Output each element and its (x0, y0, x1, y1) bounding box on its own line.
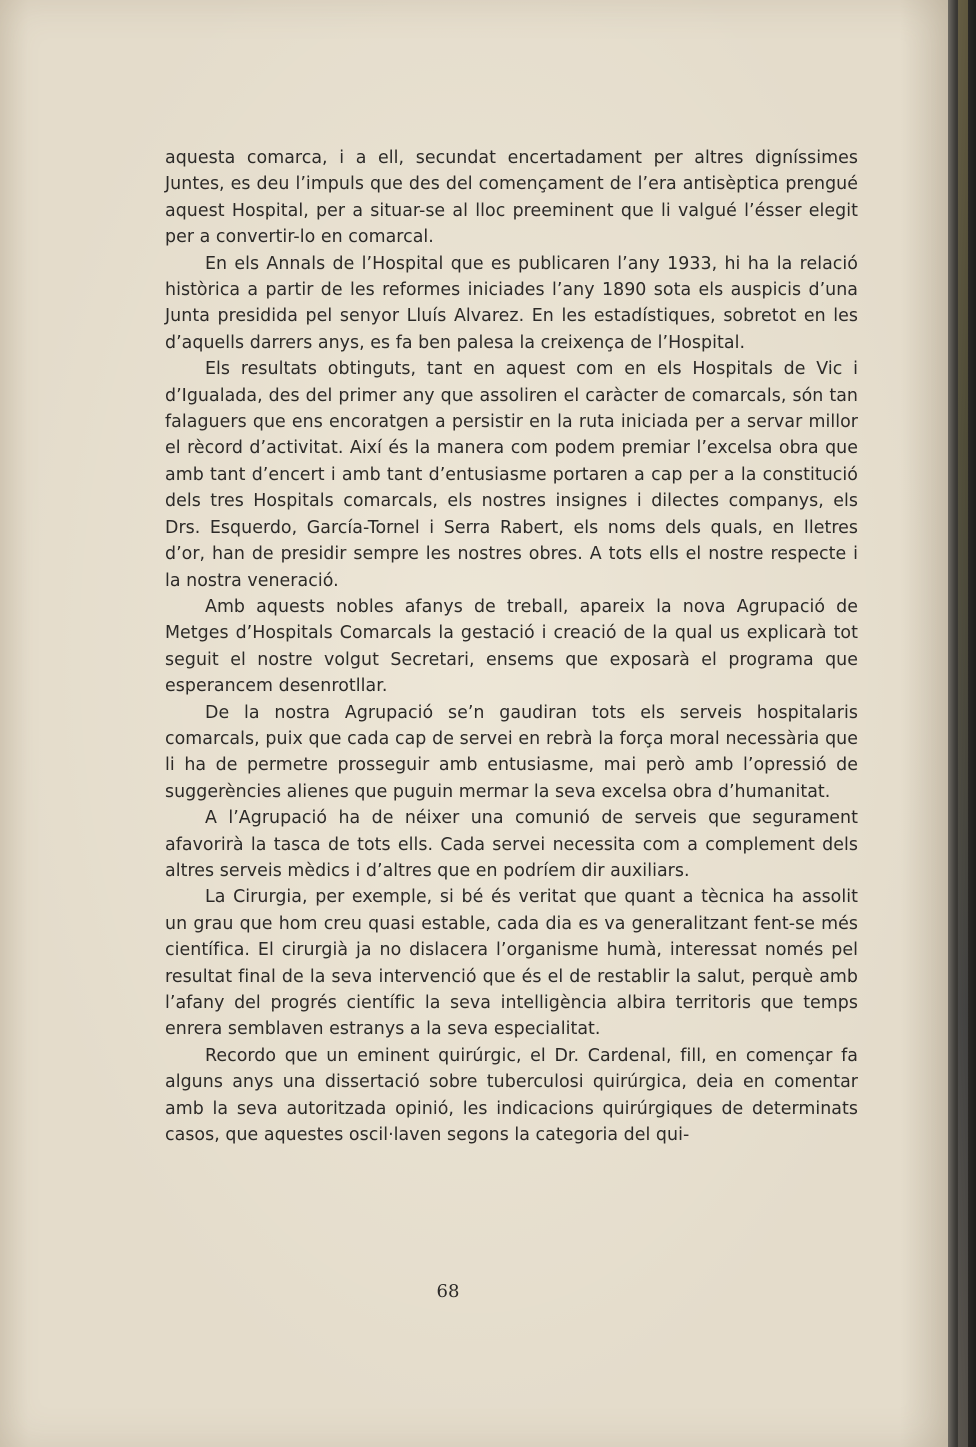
paragraph-8: Recordo que un eminent quirúrgic, el Dr. Cardenal, fill, en començar fa alguns anys una dissertació sobre tuberculosi quirúrgica, deia en comentar amb la seva autoritzada opinió, les indicacions quirúrgiques de determinats casos, que aquestes oscil·laven segons la categoria del qui- (165, 1045, 858, 1146)
paragraph-7: La Cirurgia, per exemple, si bé és veritat que quant a tècnica ha assolit un grau que hom creu quasi estable, cada dia es va generalitzant fent-se més científica. El cirurgià ja no dislacera l’organisme humà, interessat només pel resultat final de la seva intervenció que és el de restablir la salut, perquè amb l’afany del progrés científic la seva intelligència albira territoris que temps enrera semblaven estranys a la seva especialitat. (165, 887, 858, 1040)
paragraph-1: aquesta comarca, i a ell, secundat encertadament per altres digníssimes Juntes, es deu l’impuls que des del començament de l’era antisèptica prengué aquest Hospital, per a situar-se al lloc preeminent que li valgué l’ésser elegit per a convertir-lo en comarcal. (165, 148, 858, 248)
paragraph-5: De la nostra Agrupació se’n gaudiran tots els serveis hospitalaris comarcals, puix que cada cap de servei en rebrà la força moral necessària que li ha de permetre prosseguir amb entusiasme, mai però amb l’opressió de suggerències alienes que puguin mermar la seva excelsa obra d’humanitat. (165, 702, 858, 802)
page-number: 68 (436, 1281, 460, 1302)
paragraph-2: En els Annals de l’Hospital que es publicaren l’any 1933, hi ha la relació històrica a partir de les reformes iniciades l’any 1890 sota els auspicis d’una Junta presidida pel senyor Lluís Alvarez. En les estadístiques, sobretot en les d’aquells darrers anys, es fa ben palesa la creixença de l’Hospital. (165, 253, 858, 353)
binding-strip (958, 0, 968, 1447)
paragraph-6: A l’Agrupació ha de néixer una comunió de serveis que segurament afavorirà la tasca de tots ells. Cada servei necessita com a complement dels altres serveis mèdics i d’altres que en podríem dir auxiliars. (165, 808, 858, 881)
body-text (165, 145, 858, 1148)
paragraph-3: Els resultats obtinguts, tant en aquest com en els Hospitals de Vic i d’Igualada, des del primer any que assoliren el caràcter de comarcals, són tan falaguers que ens encoratgen a persistir en la ruta iniciada per a servar millor el rècord d’activitat. Així és la manera com podem premiar l’excelsa obra que amb tant d’encert i amb tant d’entusiasme portaren a cap per a la constitució dels tres Hospitals comarcals, els nostres insignes i dilectes companys, els Drs. Esquerdo, García-Tornel i Serra Rabert, els noms dels quals, en lletres d’or, han de presidir sempre les nostres obres. A tots ells el nostre respecte i la nostra veneració. (165, 359, 858, 591)
paragraph-4: Amb aquests nobles afanys de treball, apareix la nova Agrupació de Metges d’Hospitals Comarcals la gestació i creació de la qual us explicarà tot seguit el nostre volgut Secretari, ensems que exposarà el programa que esperancem desenrotllar. (165, 596, 858, 697)
